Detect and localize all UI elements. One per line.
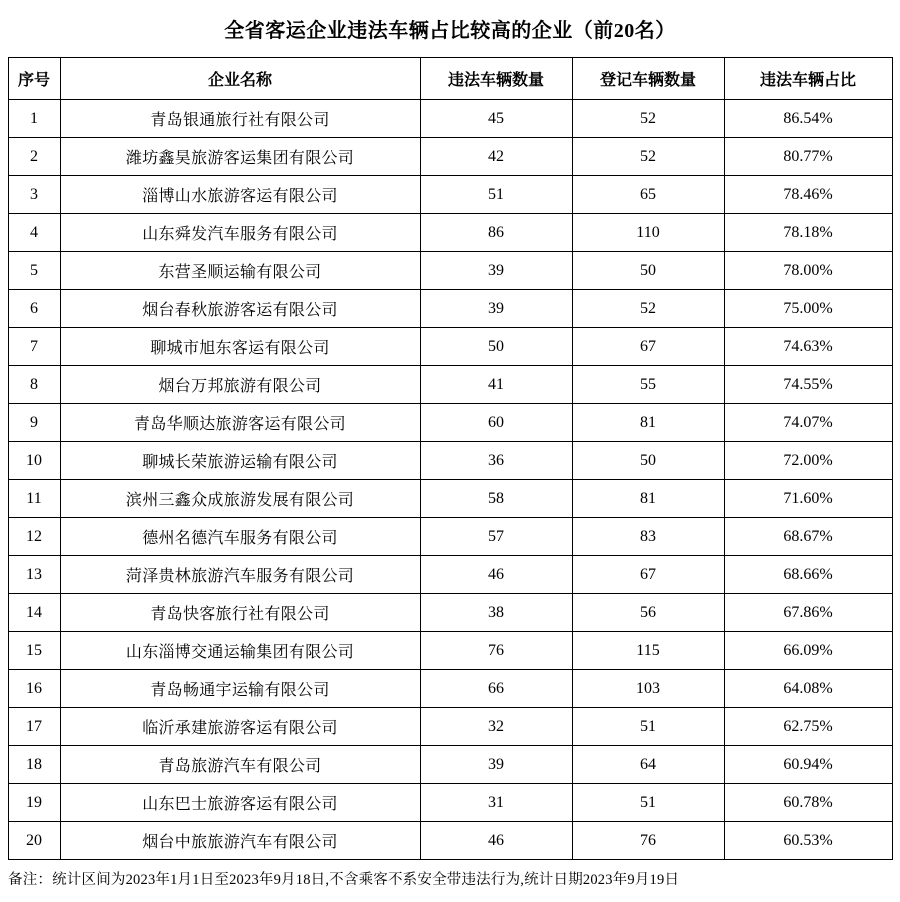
row-company-name: 青岛快客旅行社有限公司: [60, 594, 420, 632]
row-registered-count: 52: [572, 100, 724, 138]
table-row: [8, 138, 892, 176]
row-index: 6: [8, 290, 60, 328]
table-row: [8, 822, 892, 860]
row-illegal-ratio: 80.77%: [724, 138, 892, 176]
row-index: 16: [8, 670, 60, 708]
row-illegal-ratio: 60.78%: [724, 784, 892, 822]
row-index: 15: [8, 632, 60, 670]
table-row: [8, 404, 892, 442]
row-illegal-count: 57: [420, 518, 572, 556]
row-illegal-count: 42: [420, 138, 572, 176]
row-registered-count: 50: [572, 252, 724, 290]
row-index: 14: [8, 594, 60, 632]
row-illegal-ratio: 86.54%: [724, 100, 892, 138]
row-index: 20: [8, 822, 60, 860]
row-company-name: 潍坊鑫昊旅游客运集团有限公司: [60, 138, 420, 176]
row-index: 10: [8, 442, 60, 480]
row-illegal-count: 76: [420, 632, 572, 670]
row-registered-count: 110: [572, 214, 724, 252]
table-row: [8, 366, 892, 404]
row-company-name: 淄博山水旅游客运有限公司: [60, 176, 420, 214]
column-header-illegal-ratio: 违法车辆占比: [724, 58, 892, 100]
row-illegal-count: 39: [420, 746, 572, 784]
table-row: [8, 670, 892, 708]
row-index: 9: [8, 404, 60, 442]
row-registered-count: 81: [572, 480, 724, 518]
row-registered-count: 83: [572, 518, 724, 556]
table-row: [8, 100, 892, 138]
row-company-name: 山东巴士旅游客运有限公司: [60, 784, 420, 822]
violation-ranking-table: [8, 57, 893, 860]
row-company-name: 烟台万邦旅游有限公司: [60, 366, 420, 404]
table-row: [8, 746, 892, 784]
row-index: 17: [8, 708, 60, 746]
row-company-name: 青岛华顺达旅游客运有限公司: [60, 404, 420, 442]
row-company-name: 山东舜发汽车服务有限公司: [60, 214, 420, 252]
table-row: [8, 290, 892, 328]
row-illegal-ratio: 78.46%: [724, 176, 892, 214]
row-illegal-ratio: 71.60%: [724, 480, 892, 518]
row-registered-count: 50: [572, 442, 724, 480]
row-illegal-count: 39: [420, 290, 572, 328]
row-registered-count: 67: [572, 328, 724, 366]
row-company-name: 聊城市旭东客运有限公司: [60, 328, 420, 366]
table-row: [8, 708, 892, 746]
row-registered-count: 81: [572, 404, 724, 442]
column-header-illegal-count: 违法车辆数量: [420, 58, 572, 100]
table-row: [8, 556, 892, 594]
row-illegal-ratio: 78.00%: [724, 252, 892, 290]
row-index: 5: [8, 252, 60, 290]
row-registered-count: 51: [572, 784, 724, 822]
row-illegal-ratio: 78.18%: [724, 214, 892, 252]
row-illegal-count: 60: [420, 404, 572, 442]
table-row: [8, 214, 892, 252]
row-company-name: 滨州三鑫众成旅游发展有限公司: [60, 480, 420, 518]
row-illegal-ratio: 62.75%: [724, 708, 892, 746]
table-row: [8, 632, 892, 670]
row-index: 12: [8, 518, 60, 556]
row-illegal-count: 86: [420, 214, 572, 252]
row-index: 2: [8, 138, 60, 176]
row-registered-count: 103: [572, 670, 724, 708]
table-row: [8, 594, 892, 632]
column-header-index: 序号: [8, 58, 60, 100]
row-registered-count: 52: [572, 138, 724, 176]
table-row: [8, 784, 892, 822]
row-company-name: 菏泽贵林旅游汽车服务有限公司: [60, 556, 420, 594]
table-row: [8, 518, 892, 556]
table-row: [8, 252, 892, 290]
table-footnote: 备注：统计区间为2023年1月1日至2023年9月18日,不含乘客不系安全带违法行为,统计日期2023年9月19日: [8, 872, 680, 888]
table-row: [8, 442, 892, 480]
row-company-name: 聊城长荣旅游运输有限公司: [60, 442, 420, 480]
row-registered-count: 64: [572, 746, 724, 784]
row-illegal-ratio: 72.00%: [724, 442, 892, 480]
row-index: 4: [8, 214, 60, 252]
row-index: 18: [8, 746, 60, 784]
row-illegal-count: 31: [420, 784, 572, 822]
row-company-name: 山东淄博交通运输集团有限公司: [60, 632, 420, 670]
row-illegal-ratio: 75.00%: [724, 290, 892, 328]
row-illegal-count: 58: [420, 480, 572, 518]
row-registered-count: 52: [572, 290, 724, 328]
table-row: [8, 328, 892, 366]
row-illegal-ratio: 68.67%: [724, 518, 892, 556]
row-company-name: 烟台中旅旅游汽车有限公司: [60, 822, 420, 860]
row-company-name: 青岛畅通宇运输有限公司: [60, 670, 420, 708]
row-illegal-ratio: 74.63%: [724, 328, 892, 366]
row-registered-count: 56: [572, 594, 724, 632]
row-illegal-ratio: 64.08%: [724, 670, 892, 708]
row-company-name: 东营圣顺运输有限公司: [60, 252, 420, 290]
row-index: 1: [8, 100, 60, 138]
row-illegal-count: 39: [420, 252, 572, 290]
row-illegal-count: 36: [420, 442, 572, 480]
row-index: 3: [8, 176, 60, 214]
row-registered-count: 55: [572, 366, 724, 404]
row-index: 11: [8, 480, 60, 518]
row-illegal-count: 51: [420, 176, 572, 214]
table-header: [8, 58, 892, 100]
row-registered-count: 51: [572, 708, 724, 746]
row-illegal-count: 38: [420, 594, 572, 632]
row-illegal-ratio: 74.55%: [724, 366, 892, 404]
row-illegal-ratio: 60.94%: [724, 746, 892, 784]
row-company-name: 青岛旅游汽车有限公司: [60, 746, 420, 784]
column-header-registered-count: 登记车辆数量: [572, 58, 724, 100]
row-illegal-count: 32: [420, 708, 572, 746]
row-illegal-count: 46: [420, 822, 572, 860]
row-illegal-ratio: 66.09%: [724, 632, 892, 670]
row-registered-count: 65: [572, 176, 724, 214]
row-company-name: 临沂承建旅游客运有限公司: [60, 708, 420, 746]
row-illegal-count: 50: [420, 328, 572, 366]
row-registered-count: 76: [572, 822, 724, 860]
row-index: 13: [8, 556, 60, 594]
row-registered-count: 115: [572, 632, 724, 670]
column-header-company-name: 企业名称: [60, 58, 420, 100]
table-row: [8, 480, 892, 518]
table-row: [8, 176, 892, 214]
row-illegal-ratio: 68.66%: [724, 556, 892, 594]
row-index: 8: [8, 366, 60, 404]
row-illegal-count: 46: [420, 556, 572, 594]
row-registered-count: 67: [572, 556, 724, 594]
row-index: 7: [8, 328, 60, 366]
row-company-name: 青岛银通旅行社有限公司: [60, 100, 420, 138]
row-illegal-ratio: 60.53%: [724, 822, 892, 860]
row-illegal-ratio: 67.86%: [724, 594, 892, 632]
row-index: 19: [8, 784, 60, 822]
row-illegal-count: 66: [420, 670, 572, 708]
table-header-row: [8, 58, 892, 100]
page-title: 全省客运企业违法车辆占比较高的企业（前20名）: [224, 20, 676, 42]
row-illegal-count: 45: [420, 100, 572, 138]
row-illegal-count: 41: [420, 366, 572, 404]
row-company-name: 烟台春秋旅游客运有限公司: [60, 290, 420, 328]
row-company-name: 德州名德汽车服务有限公司: [60, 518, 420, 556]
table-body: [8, 100, 892, 860]
row-illegal-ratio: 74.07%: [724, 404, 892, 442]
